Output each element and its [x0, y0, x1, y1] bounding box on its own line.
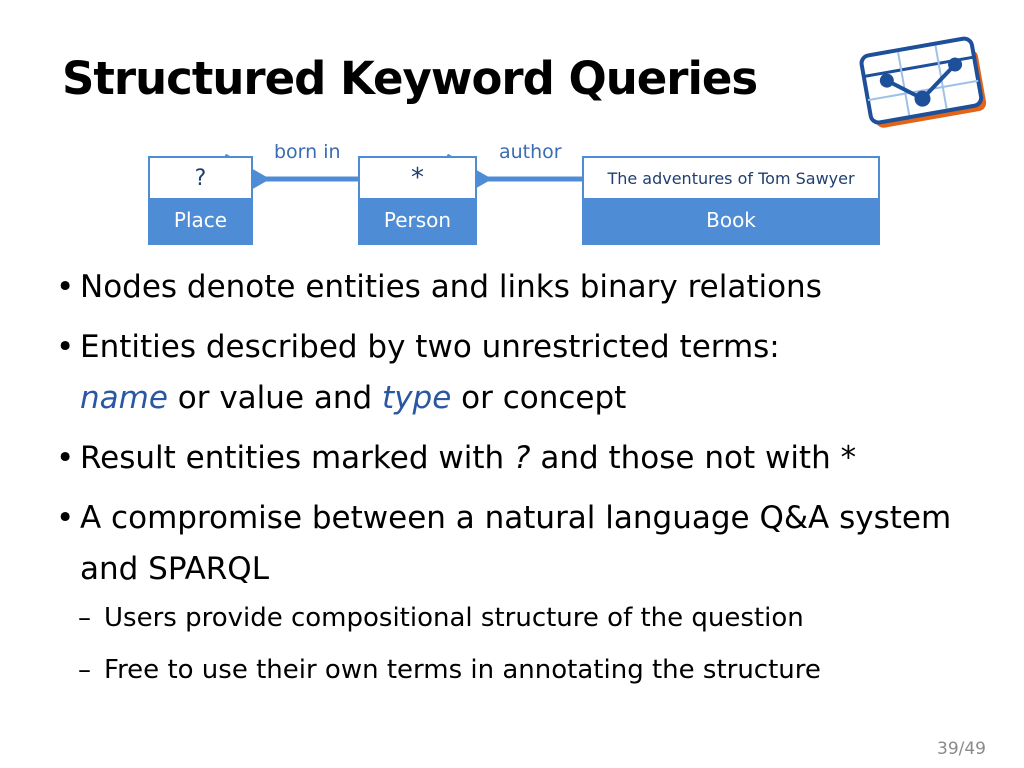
sub-bullet-item: [56, 650, 996, 690]
term-name: name: [80, 380, 168, 416]
node-book-value: The adventures of Tom Sawyer: [584, 158, 878, 198]
bullet-text: and those not with: [530, 440, 841, 476]
bullet-text: A compromise between a natural language Q&A system and SPARQL: [80, 500, 952, 587]
asterisk-symbol: *: [840, 440, 857, 476]
node-place-type: Place: [173, 208, 228, 232]
question-mark-symbol: ?: [514, 440, 531, 476]
bullet-text: or concept: [451, 380, 627, 416]
node-person-value: *: [360, 158, 475, 198]
sub-bullet-item: [56, 598, 996, 638]
sub-bullet-text: Free to use their own terms in annotating the structure: [104, 655, 821, 685]
bullet-item: [56, 322, 996, 424]
node-person: [358, 156, 477, 245]
bullet-item: [56, 493, 996, 595]
bullet-text: Nodes denote entities and links binary relations: [80, 269, 822, 305]
node-place-value: ?: [150, 158, 251, 198]
edge-label-born-in: born in: [274, 141, 341, 163]
node-person-type: Person: [383, 208, 452, 232]
term-type: type: [382, 380, 452, 416]
node-book-type: Book: [706, 208, 756, 232]
edge-label-author: author: [499, 141, 562, 163]
bullet-text: or value and: [167, 380, 383, 416]
slide-title: Structured Keyword Queries: [62, 52, 758, 105]
bullet-list: [56, 262, 996, 702]
bullet-item: [56, 262, 996, 313]
sub-bullet-text: Users provide compositional structure of the question: [104, 603, 804, 633]
node-place: [148, 156, 253, 245]
bullet-text: Entities described by two unrestricted terms:: [80, 329, 780, 365]
bullet-text: Result entities marked with: [80, 440, 514, 476]
bullet-item: [56, 433, 996, 484]
query-graph-diagram: [0, 0, 1024, 260]
node-book: [582, 156, 880, 245]
page-number: 39/49: [937, 739, 986, 759]
